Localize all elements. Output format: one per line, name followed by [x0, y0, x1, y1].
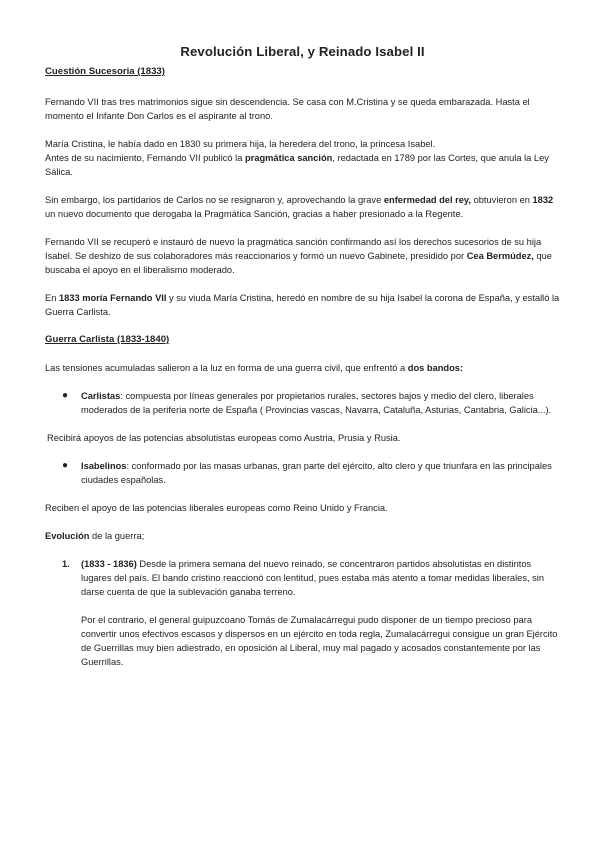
paragraph-evolucion [45, 529, 560, 543]
bold-text: dos bandos: [407, 363, 464, 373]
paragraph-descendencia: Fernando VII tras tres matrimonios sigue sin descendencia. Se casa con M.Cristina y se queda embarazada. Hasta el momento el Infante Don Carlos es el aspirante al trono. [45, 97, 530, 121]
paragraph-line: María Cristina, le había dado en 1830 su primera hija, la heredera del trono, la princesa Isabel. [45, 139, 436, 149]
bullet-icon: ● [62, 460, 69, 471]
section-heading-cuestion-sucesoria: Cuestión Sucesoria (1833) [45, 66, 165, 77]
bullet-list-isabelinos [45, 459, 560, 487]
paragraph-muerte-fernando [45, 291, 560, 319]
bullet-list-carlistas [45, 389, 560, 417]
numbered-list-evolucion [45, 557, 560, 599]
bold-text: pragmática sanción [245, 153, 333, 163]
paragraph-text: de la guerra; [89, 531, 145, 541]
bold-text: 1832 [532, 195, 554, 205]
document-title: Revolución Liberal, y Reinado Isabel II [180, 44, 425, 59]
paragraph-partidarios-carlos [45, 193, 560, 221]
paragraph-text: obtuvieron en [471, 195, 533, 205]
bold-text: Cea Bermúdez, [466, 251, 534, 261]
list-item-text: : compuesta por líneas generales por propietarios rurales, sectores bajos y medio del clero, liberales moderados de la periferia norte de España ( Provincias vascas, Navarra, Cataluña, Asturias, Cantabria, Galicia...). [81, 391, 552, 415]
list-item [45, 459, 560, 487]
paragraph-text: y su viuda María Cristina, heredó en nombre de su hija Isabel la corona de España, y estalló la Guerra Carlista. [45, 293, 560, 317]
paragraph-text: Antes de su nacimiento, Fernando VII publicó la [45, 153, 246, 163]
bold-text: Carlistas [81, 391, 121, 401]
paragraph-text: En [45, 293, 59, 303]
paragraph-text: Las tensiones acumuladas salieron a la luz en forma de una guerra civil, que enfrentó a [45, 363, 408, 373]
bold-text: Evolución [45, 531, 90, 541]
paragraph-maria-cristina [45, 137, 560, 179]
paragraph-text: que buscaba el apoyo en el liberalismo moderado. [45, 251, 552, 275]
list-item [45, 557, 560, 599]
paragraph-text: Fernando VII se recuperó e instauró de nuevo la pragmática sanción confirmando así los derechos sucesorios de su hija Isabel. Se deshizo de sus colaboradores más reaccionarios y formó un nuevo Gabinete, presidido por [45, 237, 542, 261]
list-number: 1. [62, 559, 70, 569]
bold-text: 1833 moría Fernando VII [58, 293, 167, 303]
paragraph-zumalacarregui: Por el contrario, el general guipuzcoano Tomás de Zumalacárregui pudo disponer de un tiempo precioso para convertir unos efectivos escasos y dispersos en un ejército en toda regla, Zumalacárregui consigue un gran Ejército de Guerrillas muy bien adiestrado, en oposición al Liberal, muy mal pagado y acosados constantemente por las Guerrillas. [81, 615, 558, 667]
paragraph-apoyos-liberales: Reciben el apoyo de las potencias liberales europeas como Reino Unido y Francia. [45, 503, 388, 513]
paragraph-text: un nuevo documento que derogaba la Pragmática Sanción, gracias a haber presionado a la Regente. [45, 209, 464, 219]
paragraph-text: Sin embargo, los partidarios de Carlos no se resignaron y, aprovechando la grave [45, 195, 384, 205]
bullet-icon: ● [62, 390, 69, 401]
list-item-text: Desde la primera semana del nuevo reinado, se concentraron partidos absolutistas en distintos lugares del país. El bando cristino reaccionó con lentitud, pues estaba más atento a tomar medidas liberales, sin darse cuenta de que la sublevación ganaba terreno. [81, 559, 545, 597]
bold-text: (1833 - 1836) [81, 559, 137, 569]
list-item-text: : conformado por las masas urbanas, gran parte del ejército, alto clero y que triunfara en las principales ciudades españolas. [81, 461, 552, 485]
paragraph-tensiones [45, 361, 560, 375]
document-page [45, 44, 560, 669]
section-heading-guerra-carlista: Guerra Carlista (1833-1840) [45, 334, 170, 345]
paragraph-text: , redactada en 1789 por las Cortes, que anula la Ley Sálica. [45, 153, 549, 177]
bold-text: Isabelinos [81, 461, 127, 471]
paragraph-apoyos-absolutistas: Recibirá apoyos de las potencias absolutistas europeas como Austria, Prusia y Rusia. [47, 433, 401, 443]
bold-text: enfermedad del rey, [383, 195, 471, 205]
paragraph-recuperacion [45, 235, 560, 277]
list-item [45, 389, 560, 417]
